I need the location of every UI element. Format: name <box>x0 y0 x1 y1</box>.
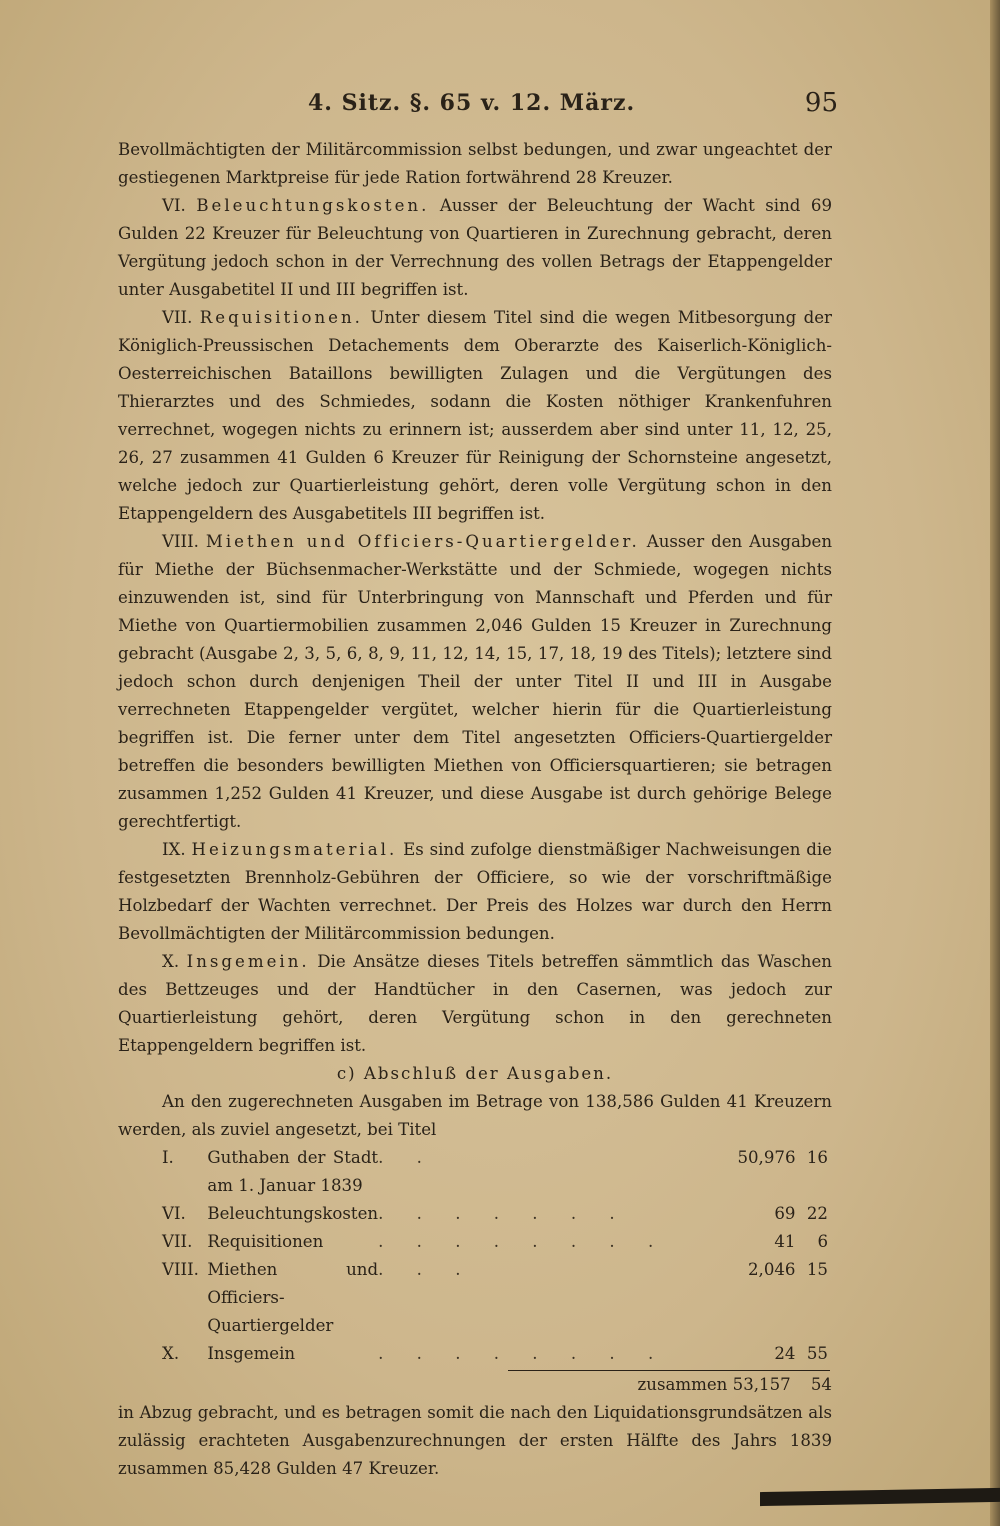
leader-dots: . . . . . . . <box>378 1204 629 1223</box>
total-gulden: 53,157 <box>732 1375 791 1394</box>
row-gulden: 41 <box>774 1232 796 1251</box>
paragraph-text: Bevollmächtigten der Militärcommission selbst bedungen, und zwar ungeachtet der gestiegenen Marktpreise für jede Ration fortwährend 28 Kreuzer. <box>118 140 832 187</box>
row-title-number: I. <box>162 1148 174 1167</box>
row-title-number: X. <box>162 1344 180 1363</box>
row-label: Guthaben der Stadt am 1. Januar 1839 <box>207 1148 379 1195</box>
table-row <box>162 1200 828 1228</box>
paragraph-heading: Miethen und Officiers-Quartiergelder. <box>205 532 640 551</box>
paragraph-heading: Beleuchtungskosten. <box>196 196 430 215</box>
paragraph-x <box>118 948 832 1060</box>
conclusion-paragraph: in Abzug gebracht, und es betragen somit die nach den Liquidationsgrundsätzen als zulässig erachteten Ausgabenzurechnungen der ersten Hälfte des Jahrs 1839 zusammen 85,428 Gulden 47 Kreuzer. <box>118 1403 832 1478</box>
row-label: Beleuchtungskosten <box>207 1204 379 1223</box>
row-kreuzer: 6 <box>817 1232 828 1251</box>
deductions-table <box>162 1144 828 1368</box>
running-title: 4. Sitz. §. 65 v. 12. März. <box>308 90 636 116</box>
paragraph-text: Unter diesem Titel sind die wegen Mitbesorgung der Königlich-Preussischen Detachements dem Oberarzte des Kaiserlich-Königlich-Oesterreichischen Bataillons bewilligten Zulagen und die Vergütungen des Thierarztes und des Schmiedes, sodann die Kosten nöthiger Krankenfuhren verrechnet, wogegen nichts zu erinnern ist; ausserdem aber sind unter 11, 12, 25, 26, 27 zusammen 41 Gulden 6 Kreuzer für Reinigung der Schornsteine angesetzt, welche jedoch zur Quartierleistung gehört, deren volle Vergütung schon in den Etappengeldern des Ausgabetitels III begriffen ist. <box>118 308 832 523</box>
leader-dots: . . . . . . . . <box>378 1344 668 1363</box>
row-gulden: 24 <box>774 1344 796 1363</box>
row-gulden: 2,046 <box>747 1260 796 1279</box>
total-label: zusammen <box>637 1375 728 1394</box>
page-header <box>118 88 838 124</box>
paragraph-text: Die Ansätze dieses Titels betreffen sämmtlich das Waschen des Bettzeuges und der Handtücher in den Casernen, was jedoch zur Quartierleistung gehört, deren Vergütung schon in den gerechneten Etappengeldern begriffen ist. <box>118 952 832 1055</box>
paragraph-heading: Heizungsmaterial. <box>191 840 398 859</box>
row-gulden: 69 <box>774 1204 796 1223</box>
section-intro: An den zugerechneten Ausgaben im Betrage von 138,586 Gulden 41 Kreuzern werden, als zuviel angesetzt, bei Titel <box>118 1092 832 1139</box>
page-body <box>118 136 832 1483</box>
row-label: Requisitionen <box>207 1232 324 1251</box>
page-bottom-shadow <box>760 1488 1000 1506</box>
paragraph-lead: X. <box>162 952 180 971</box>
row-kreuzer: 22 <box>806 1204 828 1223</box>
paragraph-lead: VII. <box>162 308 193 327</box>
total-row <box>118 1371 832 1399</box>
paragraph-ix <box>118 836 832 948</box>
paragraph-heading: Requisitionen. <box>199 308 363 327</box>
paragraph-continuation <box>118 136 832 192</box>
row-kreuzer: 15 <box>806 1260 828 1279</box>
page-number: 95 <box>804 88 838 118</box>
row-gulden: 50,976 <box>737 1148 796 1167</box>
row-title-number: VIII. <box>162 1260 199 1279</box>
paragraph-lead: IX. <box>162 840 186 859</box>
leader-dots: . . <box>378 1148 436 1167</box>
paragraph-vii <box>118 304 832 528</box>
table-row <box>162 1228 828 1256</box>
page-edge <box>990 0 1000 1526</box>
row-title-number: VII. <box>162 1232 193 1251</box>
paragraph-lead: VI. <box>162 196 186 215</box>
leader-dots: . . . . . . . . <box>378 1232 668 1251</box>
row-label: Miethen und Officiers-Quartiergelder <box>207 1260 379 1335</box>
paragraph-viii <box>118 528 832 836</box>
table-row <box>162 1340 828 1368</box>
paragraph-text: Ausser den Ausgaben für Miethe der Büchsenmacher-Werkstätte und der Schmiede, wogegen nichts einzuwenden ist, sind für Unterbringung von Mannschaft und Pferden und für Miethe von Quartiermobilien zusammen 2,046 Gulden 15 Kreuzer in Zurechnung gebracht (Ausgabe 2, 3, 5, 6, 8, 9, 11, 12, 14, 15, 17, 18, 19 des Titels); letztere sind jedoch schon durch denjenigen Theil der unter Titel II und III in Ausgabe verrechneten Etappengelder vergütet, welcher hierin für die Quartierleistung begriffen ist. Die ferner unter dem Titel angesetzten Officiers-Quartiergelder betreffen die besonders bewilligten Miethen von Officiersquartieren; sie betragen zusammen 1,252 Gulden 41 Kreuzer, und diese Ausgabe ist durch gehörige Belege gerechtfertigt. <box>118 532 833 831</box>
section-heading: c) Abschluß der Ausgaben. <box>336 1064 614 1083</box>
paragraph-text: Es sind zufolge dienstmäßiger Nachweisungen die festgesetzten Brennholz-Gebühren der Officiere, so wie der vorschriftmäßige Holzbedarf der Wachten verrechnet. Der Preis des Holzes war durch den Herrn Bevollmächtigten der Militärcommission bedungen. <box>118 840 833 943</box>
row-kreuzer: 55 <box>806 1344 828 1363</box>
row-title-number: VI. <box>162 1204 186 1223</box>
row-label: Insgemein <box>207 1344 296 1363</box>
row-kreuzer: 16 <box>806 1148 828 1167</box>
total-kreuzer: 54 <box>810 1375 832 1394</box>
table-row <box>162 1144 828 1200</box>
paragraph-heading: Insgemein. <box>186 952 310 971</box>
paragraph-vi <box>118 192 832 304</box>
paragraph-text: Ausser der Beleuchtung der Wacht sind 69 Gulden 22 Kreuzer für Beleuchtung von Quartieren in Zurechnung gebracht, deren Vergütung jedoch schon in der Verrechnung des vollen Betrags der Etappengelder unter Ausgabetitel II und III begriffen ist. <box>118 196 832 299</box>
table-row <box>162 1256 828 1340</box>
leader-dots: . . . <box>378 1260 475 1279</box>
paragraph-lead: VIII. <box>162 532 199 551</box>
